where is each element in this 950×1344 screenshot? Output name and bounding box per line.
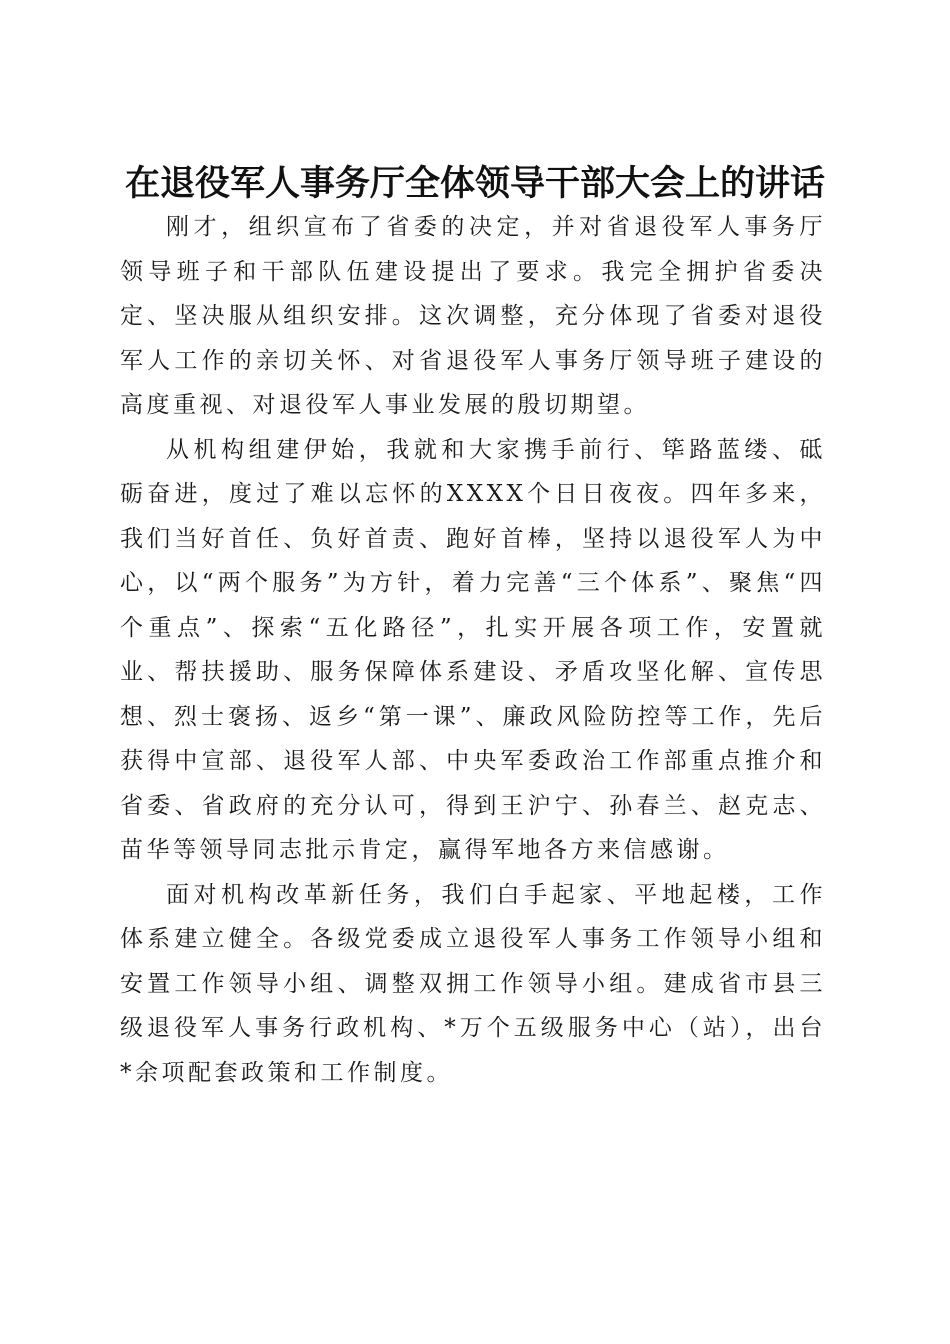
paragraph-1: 刚才，组织宣布了省委的决定，并对省退役军人事务厅领导班子和干部队伍建设提出了要求。我完全拥护省委决定、坚决服从组织安排。这次调整，充分体现了省委对退役军人工作的亲切关怀、对省退役军人事务厅领导班子建设的高度重视、对退役军人事业发展的殷切期望。 bbox=[120, 214, 826, 418]
paragraph-2: 从机构组建伊始，我就和大家携手前行、筚路蓝缕、砥砺奋进，度过了难以忘怀的XXXX个日日夜夜。四年多来，我们当好首任、负好首责、跑好首棒，坚持以退役军人为中心，以“两个服务”为方针，着力完善“三个体系”、聚焦“四个重点”、探索“五化路径”，扎实开展各项工作，安置就业、帮扶援助、服务保障体系建设、矛盾攻坚化解、宣传思想、烈士褒扬、返乡“第一课”、廉政风险防控等工作，先后获得中宣部、退役军人部、中央军委政治工作部重点推介和省委、省政府的充分认可，得到王沪宁、孙春兰、赵克志、苗华等领导同志批示肯定，赢得军地各方来信感谢。 bbox=[120, 436, 826, 863]
document-title: 在退役军人事务厅全体领导干部大会上的讲话 bbox=[124, 163, 825, 205]
document-body bbox=[120, 205, 826, 1095]
paragraph-3: 面对机构改革新任务，我们白手起家、平地起楼，工作体系建立健全。各级党委成立退役军人事务工作领导小组和安置工作领导小组、调整双拥工作领导小组。建成省市县三级退役军人事务行政机构、*万个五级服务中心（站），出台*余项配套政策和工作制度。 bbox=[120, 881, 826, 1086]
